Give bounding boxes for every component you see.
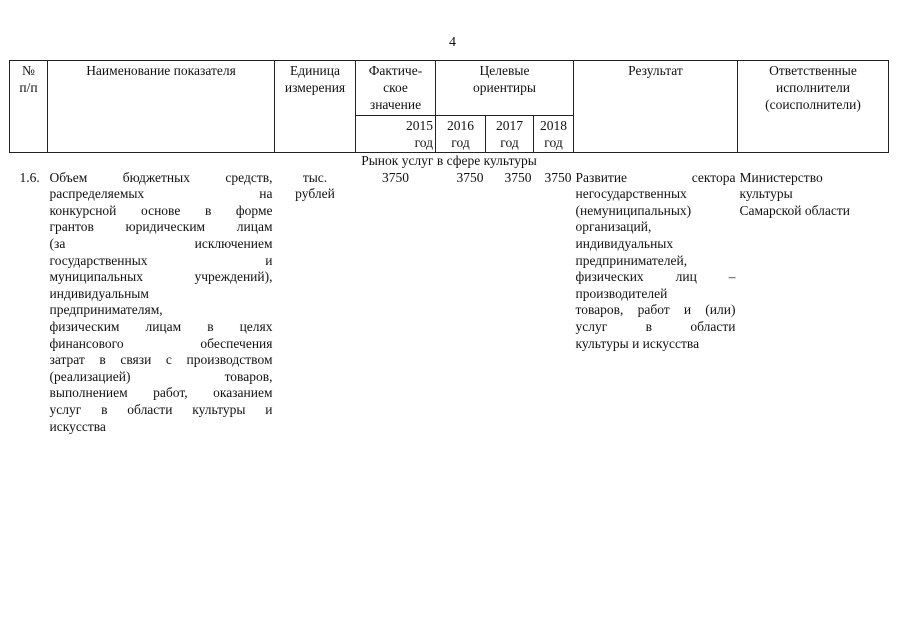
row-name-line: конкурсной основе в форме <box>49 202 273 218</box>
header-year-unit: год <box>544 135 563 150</box>
header-result-text: Результат <box>628 63 683 78</box>
header-num-line: п/п <box>19 80 38 95</box>
row-name-line: грантов юридическим лицам <box>49 219 273 235</box>
header-targets-line: ориентиры <box>473 80 536 95</box>
row-name-lines <box>50 170 273 436</box>
row-result-line: негосударственных <box>575 186 687 202</box>
row-name-line: физическим лицам в целях <box>49 318 273 334</box>
row-name-line: услуг в области культуры и <box>49 401 273 417</box>
header-executors-line: Ответственные <box>769 63 857 78</box>
row-num: 1.6. <box>19 169 40 185</box>
header-targets <box>436 61 574 116</box>
row-executor-line: Министерство <box>739 169 823 185</box>
row-name-line: предпринимателям, <box>49 302 163 318</box>
header-year-unit: год <box>414 135 433 150</box>
header-year-2016 <box>436 116 486 153</box>
header-targets-line: Целевые <box>479 63 530 78</box>
section-title: Рынок услуг в сфере культуры <box>361 153 537 168</box>
row-name-line: (за исключением <box>49 235 273 251</box>
header-num <box>10 61 48 153</box>
row-value-2018: 3750 <box>544 169 572 185</box>
row-executor <box>738 170 889 436</box>
indicators-table <box>9 60 889 435</box>
row-result-line: Развитие сектора <box>575 169 736 185</box>
row-name-line: муниципальных учреждений), <box>49 269 273 285</box>
header-year-2018 <box>534 116 574 153</box>
header-unit-line: Единица <box>289 63 340 78</box>
row-result-line: физических лиц – <box>575 269 736 285</box>
row-unit <box>275 170 356 436</box>
header-result <box>574 61 738 153</box>
header-year-value: 2016 <box>447 118 474 133</box>
header-unit-line: измерения <box>284 80 346 95</box>
header-executors-line: исполнители <box>775 80 851 95</box>
header-executors-line: (соисполнители) <box>765 97 861 112</box>
table-row <box>10 170 889 436</box>
row-result-line: организаций, <box>575 219 652 235</box>
row-result-line: культуры и искусства <box>575 335 700 351</box>
row-value-2015: 3750 <box>382 169 409 185</box>
header-actual <box>356 61 436 116</box>
header-year-value: 2017 <box>496 118 523 133</box>
row-name-line: затрат в связи с производством <box>49 352 273 368</box>
row-name <box>48 170 275 436</box>
header-num-line: № <box>22 63 35 78</box>
row-result-line: индивидуальных <box>575 235 674 251</box>
header-year-value: 2015 <box>406 118 433 133</box>
header-actual-line: ское <box>383 80 408 95</box>
row-name-line: государственных и <box>49 252 273 268</box>
row-name-line: индивидуальным <box>49 285 149 301</box>
row-result-line: предпринимателей, <box>575 252 688 268</box>
row-executor-line: культуры <box>739 186 793 202</box>
header-year-2017 <box>486 116 534 153</box>
row-name-line: Объем бюджетных средств, <box>49 169 273 185</box>
header-name-text: Наименование показателя <box>86 63 236 78</box>
row-result <box>574 170 738 436</box>
row-name-line: искусства <box>49 418 106 434</box>
row-result-line: услуг в области <box>575 318 736 334</box>
row-result-line: товаров, работ и (или) <box>575 302 736 318</box>
header-actual-line: Фактиче- <box>368 63 423 78</box>
header-unit <box>275 61 356 153</box>
row-unit-line: рублей <box>295 186 335 202</box>
page-number: 4 <box>449 35 456 50</box>
row-value-2017: 3750 <box>504 169 532 185</box>
header-year-unit: год <box>451 135 470 150</box>
row-executor-line: Самарской области <box>739 202 851 218</box>
row-value-2016: 3750 <box>456 169 484 185</box>
header-executors <box>738 61 889 153</box>
row-result-line: производителей <box>575 285 668 301</box>
header-year-unit: год <box>500 135 519 150</box>
header-name <box>48 61 275 153</box>
row-name-line: распределяемых на <box>49 186 273 202</box>
row-unit-line: тыс. <box>302 169 328 185</box>
row-name-line: (реализацией) товаров, <box>49 368 273 384</box>
row-name-line: финансового обеспечения <box>49 335 273 351</box>
row-name-line: выполнением работ, оказанием <box>49 385 273 401</box>
header-year-2015 <box>356 116 436 153</box>
header-year-value: 2018 <box>540 118 567 133</box>
row-result-lines <box>576 170 736 353</box>
row-result-line: (немуниципальных) <box>575 202 692 218</box>
header-actual-line: значение <box>369 97 422 112</box>
